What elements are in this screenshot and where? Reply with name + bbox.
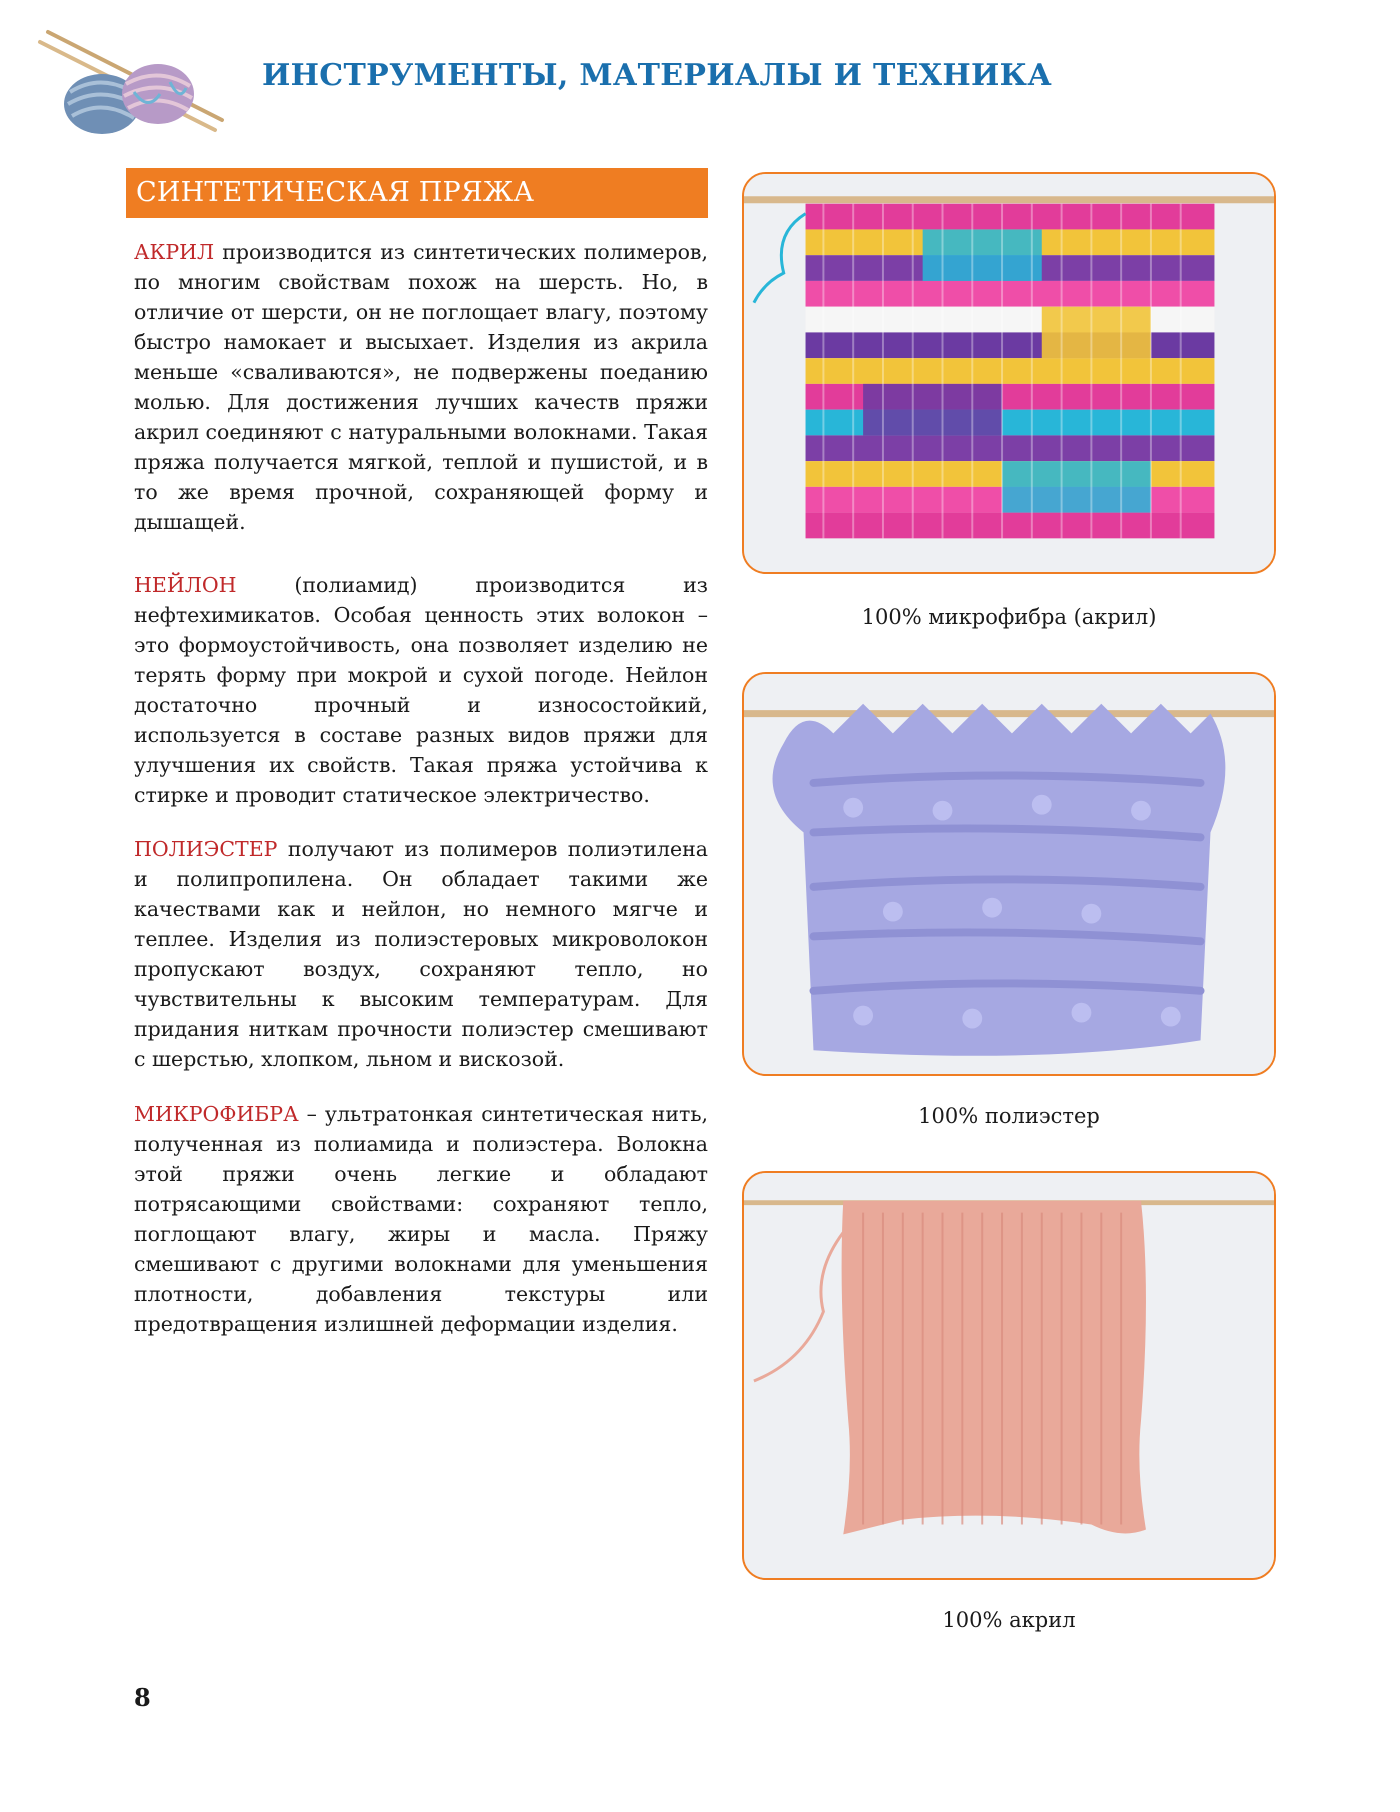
paragraph-nylon	[134, 570, 708, 810]
page-number: 8	[134, 1683, 151, 1712]
photo-polyester-swatch	[742, 672, 1276, 1076]
caption-acrylic: 100% акрил	[942, 1608, 1076, 1632]
photo-microfiber-swatch	[742, 172, 1276, 574]
caption-polyester: 100% полиэстер	[918, 1104, 1100, 1128]
term-microfiber: МИКРОФИБРА	[134, 1102, 299, 1126]
paragraph-acrylic-text: производится из синтетических полимеров, по многим свойствам похож на шерсть. Но, в отличие от шерсти, он не поглощает влагу, поэтому быстро намокает и высыхает. Изделия из акрила меньше «сваливаются», не подвержены поеданию молью. Для достижения лучших качеств пряжи акрил соединяют с натуральными волокнами. Такая пряжа получается мягкой, теплой и пушистой, и в то же время прочной, сохраняющей форму и дышащей.	[134, 240, 708, 534]
paragraph-polyester	[134, 834, 708, 1074]
term-nylon: НЕЙЛОН	[134, 573, 237, 597]
term-polyester: ПОЛИЭСТЕР	[134, 837, 278, 861]
paragraph-microfiber-text: – ультратонкая синтетическая нить, полученная из полиамида и полиэстера. Волокна этой пряжи очень легкие и обладают потрясающими свойствами: сохраняют тепло, поглощают влагу, жиры и масла. Пряжу смешивают с другими волокнами для уменьшения плотности, добавления текстуры или предотвращения излишней деформации изделия.	[134, 1102, 708, 1336]
yarn-balls-logo-icon	[30, 22, 230, 137]
paragraph-nylon-text: (полиамид) производится из нефтехимикатов. Особая ценность этих волокон – это формоустойчивость, она позволяет изделию не терять форму при мокрой и сухой погоде. Нейлон достаточно прочный и износостойкий, используется в составе разных видов пряжи для улучшения их свойств. Такая пряжа устойчива к стирке и проводит статическое электричество.	[134, 573, 708, 807]
paragraph-acrylic	[134, 237, 708, 537]
section-banner-title: СИНТЕТИЧЕСКАЯ ПРЯЖА	[126, 168, 708, 218]
term-acrylic: АКРИЛ	[134, 240, 215, 264]
paragraph-polyester-text: получают из полимеров полиэтилена и полипропилена. Он обладает такими же качествами как и нейлон, но немного мягче и теплее. Изделия из полиэстеровых микроволокон пропускают воздух, сохраняют тепло, но чувствительны к высоким температурам. Для придания ниткам прочности полиэстер смешивают с шерстью, хлопком, льном и вискозой.	[134, 837, 708, 1071]
photo-acrylic-swatch	[742, 1171, 1276, 1580]
caption-microfiber: 100% микрофибра (акрил)	[861, 605, 1157, 629]
header-title: ИНСТРУМЕНТЫ, МАТЕРИАЛЫ И ТЕХНИКА	[262, 58, 1052, 93]
paragraph-microfiber	[134, 1099, 708, 1339]
